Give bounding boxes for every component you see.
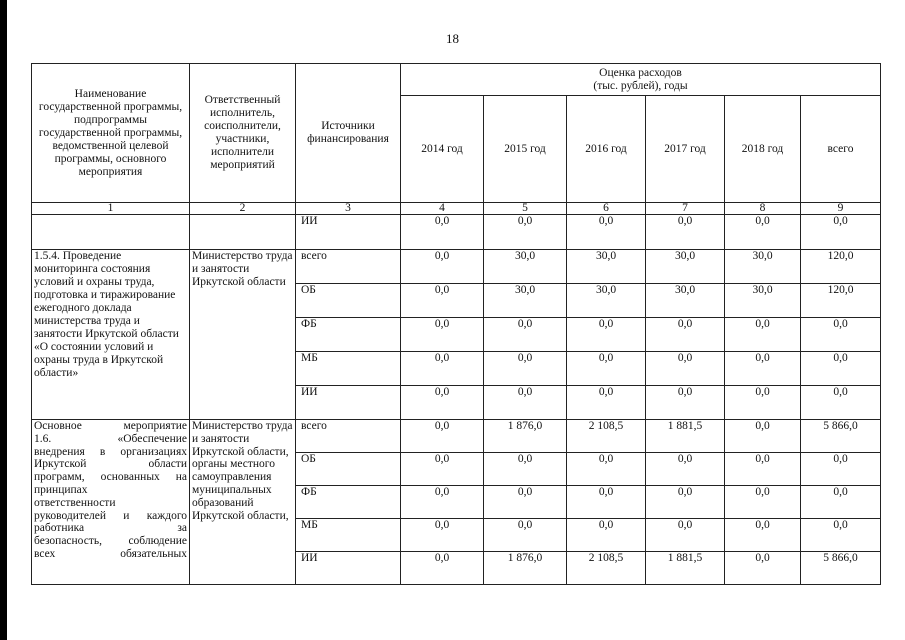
column-number: 4 [401,203,484,215]
value-cell: 0,0 [725,318,801,352]
value-cell: 0,0 [401,250,484,284]
name-line: программ, основанных на [34,471,187,484]
name-line: работника за [34,522,187,535]
value-cell: 0,0 [646,386,725,420]
value-cell: 30,0 [567,250,646,284]
executor-cell-empty [190,215,296,250]
value-cell: 0,0 [401,284,484,318]
value-cell: 0,0 [725,386,801,420]
header-year: 2014 год [401,96,484,203]
column-number: 2 [190,203,296,215]
column-number: 1 [32,203,190,215]
value-cell: 0,0 [401,352,484,386]
name-line: всех обязательных [34,547,187,560]
value-cell: 0,0 [801,318,881,352]
value-cell: 2 108,5 [567,552,646,585]
source-cell: МБ [296,352,401,386]
source-cell: ФБ [296,318,401,352]
value-cell: 0,0 [646,453,725,486]
table-row [32,215,881,250]
table-row [32,420,881,453]
source-cell: всего [296,420,401,453]
value-cell: 0,0 [401,386,484,420]
value-cell: 0,0 [401,215,484,250]
value-cell: 0,0 [401,420,484,453]
value-cell: 0,0 [725,552,801,585]
value-cell: 0,0 [801,519,881,552]
value-cell: 5 866,0 [801,420,881,453]
value-cell: 0,0 [801,453,881,486]
main-measure-name [32,420,190,585]
column-number: 7 [646,203,725,215]
value-cell: 0,0 [725,352,801,386]
name-cell-empty [32,215,190,250]
page-number: 18 [446,31,459,46]
value-cell: 0,0 [484,453,567,486]
value-cell: 0,0 [725,453,801,486]
expense-table [31,63,881,585]
value-cell: 0,0 [484,519,567,552]
name-line: руководителей и каждого [34,509,187,522]
value-cell: 0,0 [801,352,881,386]
scan-edge [0,0,7,640]
value-cell: 30,0 [567,284,646,318]
value-cell: 0,0 [725,215,801,250]
source-cell: ОБ [296,453,401,486]
header-executor: Ответственный исполнитель, соисполнители, участники, исполнители мероприятий [190,64,296,203]
header-year: 2015 год [484,96,567,203]
value-cell: 2 108,5 [567,420,646,453]
column-number: 6 [567,203,646,215]
name-line: Основное мероприятие [34,420,187,432]
source-cell: ИИ [296,552,401,585]
value-cell: 0,0 [567,453,646,486]
value-cell: 1 881,5 [646,420,725,453]
header-estimate-units: (тыс. рублей), годы [593,79,688,92]
source-cell: ИИ [296,386,401,420]
value-cell: 5 866,0 [801,552,881,585]
value-cell: 30,0 [646,250,725,284]
name-line: 1.6. «Обеспечение [34,432,187,445]
value-cell: 120,0 [801,250,881,284]
value-cell: 1 881,5 [646,552,725,585]
value-cell: 0,0 [401,519,484,552]
header-year: 2017 год [646,96,725,203]
source-cell: ИИ [296,215,401,250]
value-cell: 0,0 [401,453,484,486]
value-cell: 0,0 [567,486,646,519]
value-cell: 0,0 [646,486,725,519]
main-measure-executor: Министерство труда и занятости Иркутской области, органы местного самоуправления муниципальных образований Иркутской области, [190,420,296,585]
table-row [32,250,881,284]
column-number: 9 [801,203,881,215]
value-cell: 0,0 [646,352,725,386]
value-cell: 30,0 [725,250,801,284]
value-cell: 0,0 [484,352,567,386]
value-cell: 0,0 [725,519,801,552]
name-line: принципах [34,483,88,496]
header-sources: Источники финансирования [296,64,401,203]
value-cell: 0,0 [484,486,567,519]
header-estimate-title: Оценка расходов [599,66,682,79]
column-number-row [32,203,881,215]
column-number: 5 [484,203,567,215]
value-cell: 0,0 [646,519,725,552]
value-cell: 0,0 [484,386,567,420]
header-year: 2018 год [725,96,801,203]
value-cell: 1 876,0 [484,552,567,585]
source-cell: ФБ [296,486,401,519]
name-line: безопасность, соблюдение [34,535,187,548]
column-number: 3 [296,203,401,215]
value-cell: 0,0 [646,318,725,352]
value-cell: 0,0 [725,420,801,453]
value-cell: 120,0 [801,284,881,318]
measure-name: 1.5.4. Проведение мониторинга состояния условий и охраны труда, подготовка и тиражирование ежегодного доклада министерства труда и занятости Иркутской области «О состоянии условий и охраны труда в Иркутской области» [32,250,190,420]
source-cell: МБ [296,519,401,552]
measure-executor: Министерство труда и занятости Иркутской области [190,250,296,420]
value-cell: 0,0 [567,352,646,386]
value-cell: 30,0 [725,284,801,318]
header-estimate [401,64,881,96]
value-cell: 0,0 [646,215,725,250]
header-year: 2016 год [567,96,646,203]
value-cell: 0,0 [401,318,484,352]
value-cell: 0,0 [567,318,646,352]
value-cell: 0,0 [801,215,881,250]
column-number: 8 [725,203,801,215]
header-total: всего [801,96,881,203]
value-cell: 0,0 [401,552,484,585]
value-cell: 1 876,0 [484,420,567,453]
value-cell: 0,0 [725,486,801,519]
header-name: Наименование государственной программы, подпрограммы государственной программы, ведомственной целевой программы, основного мероприятия [32,64,190,203]
value-cell: 30,0 [646,284,725,318]
name-line: внедрения в организациях [34,445,187,458]
name-line: Иркутской области [34,458,187,471]
value-cell: 0,0 [567,519,646,552]
value-cell: 0,0 [484,318,567,352]
source-cell: ОБ [296,284,401,318]
value-cell: 30,0 [484,250,567,284]
value-cell: 0,0 [801,386,881,420]
value-cell: 0,0 [484,215,567,250]
value-cell: 30,0 [484,284,567,318]
value-cell: 0,0 [567,386,646,420]
name-line: ответственности [34,496,116,509]
source-cell: всего [296,250,401,284]
value-cell: 0,0 [567,215,646,250]
value-cell: 0,0 [801,486,881,519]
value-cell: 0,0 [401,486,484,519]
